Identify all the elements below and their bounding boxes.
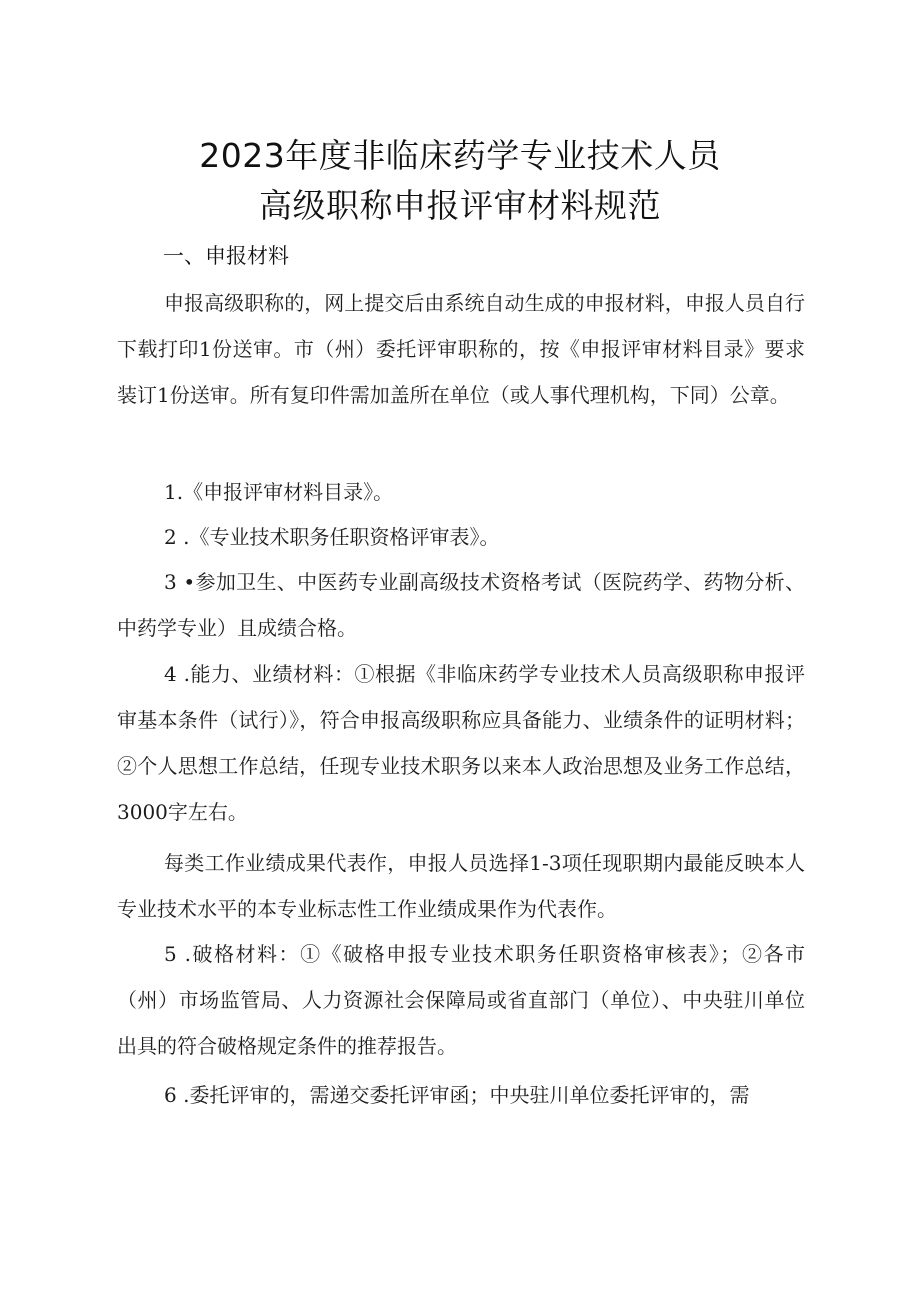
paragraph-item-6: 6 .委托评审的，需递交委托评审函；中央驻川单位委托评审的，需 xyxy=(164,1083,750,1107)
document-title-line-2: 高级职称申报评审材料规范 xyxy=(259,186,661,225)
paragraph-item-5: 5 .破格材料：①《破格申报专业技术职务任职资格审核表》；②各市（州）市场监管局、人力资源社会保障局或省直部门（单位）、中央驻川单位出具的符合破格规定条件的推荐报告。 xyxy=(117,942,805,1058)
section-heading: 一、申报材料 xyxy=(163,244,289,268)
paragraph-item-1: 1.《申报评审材料目录》。 xyxy=(164,480,394,504)
paragraph-item-3: 3 •参加卫生、中医药专业副高级技术资格考试（医院药学、药物分析、中药学专业）且成绩合格。 xyxy=(117,570,805,640)
paragraph-intro: 申报高级职称的，网上提交后由系统自动生成的申报材料，申报人员自行下载打印1份送审。市（州）委托评审职称的，按《申报评审材料目录》要求装订1份送审。所有复印件需加盖所在单位（或人事代理机构，下同）公章。 xyxy=(117,291,805,407)
paragraph-item-2: 2 .《专业技术职务任职资格评审表》。 xyxy=(164,525,500,549)
document-title-line-1: 2023年度非临床药学专业技术人员 xyxy=(199,136,721,175)
paragraph-item-4: 4 .能力、业绩材料：①根据《非临床药学专业技术人员高级职称申报评审基本条件（试行）》，符合申报高级职称应具备能力、业绩条件的证明材料；②个人思想工作总结，任现专业技术职务以来本人政治思想及业务工作总结，3000字左右。 xyxy=(117,662,805,824)
paragraph-representative-works: 每类工作业绩成果代表作，申报人员选择1-3项任现职期内最能反映本人专业技术水平的本专业标志性工作业绩成果作为代表作。 xyxy=(117,851,805,921)
